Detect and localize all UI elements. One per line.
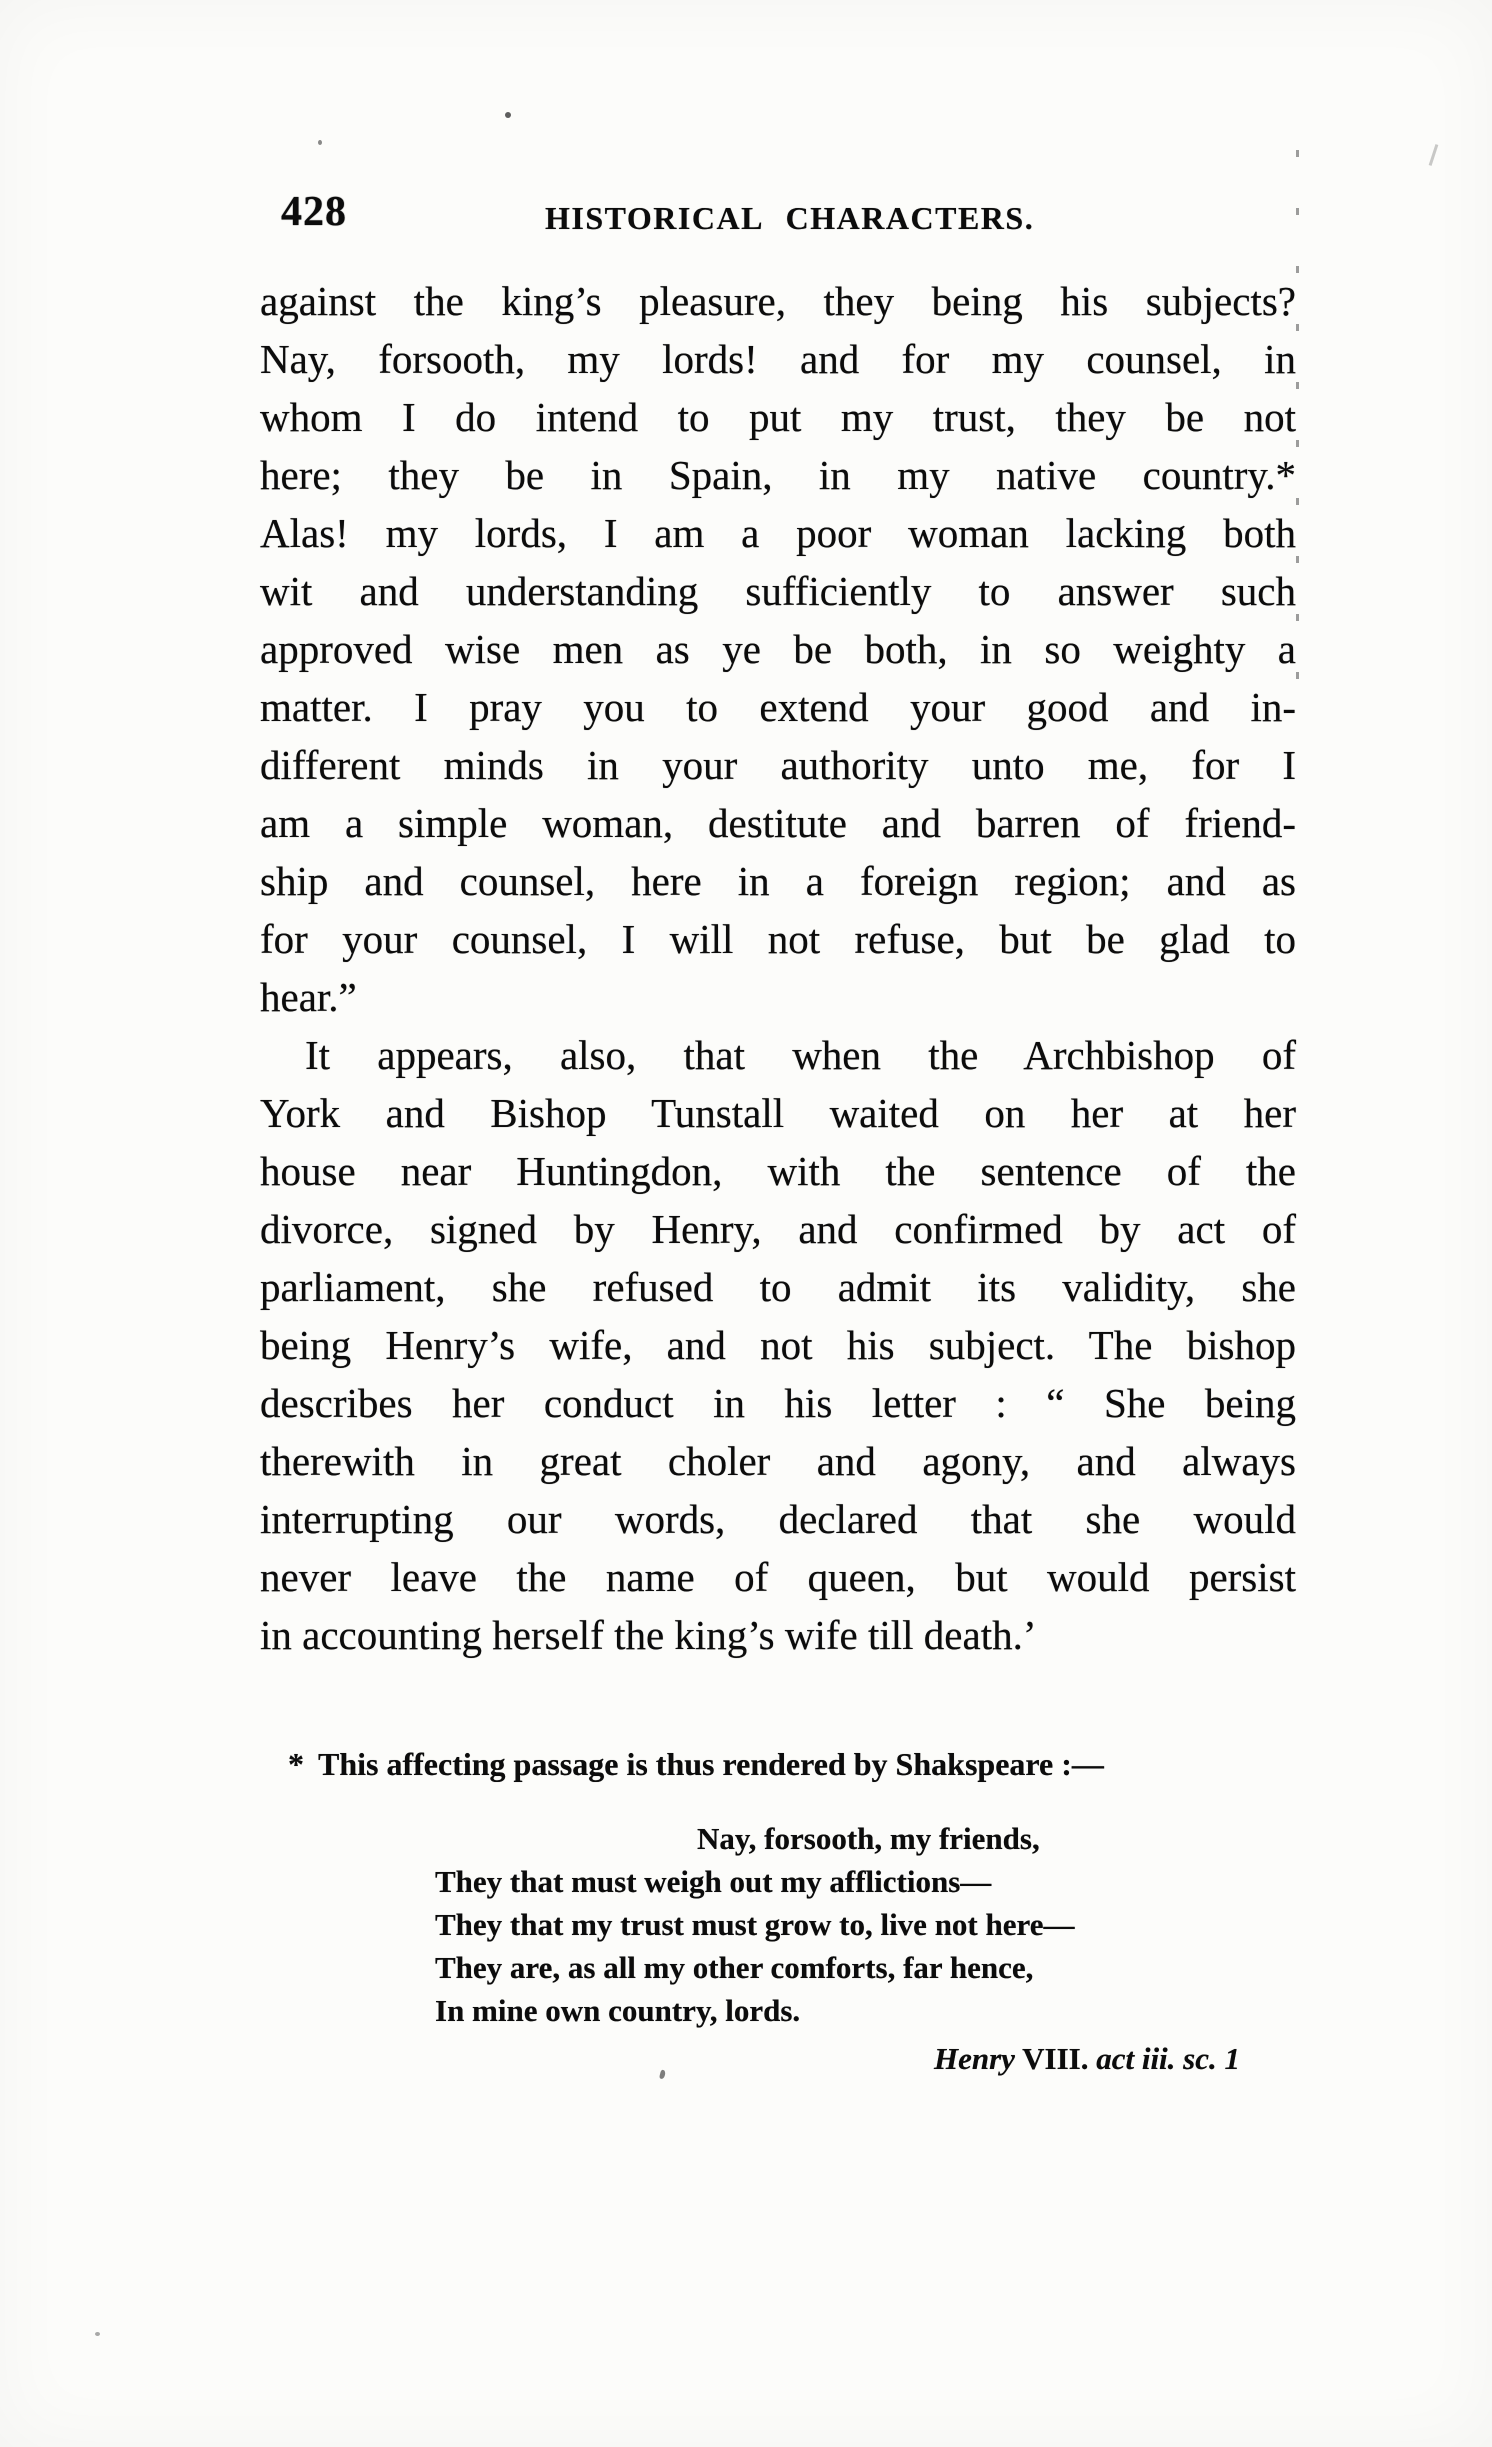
body-line: Alas! my lords, I am a poor woman lacking both (260, 510, 1296, 556)
body-line: describes her conduct in his letter : “ She being (260, 1380, 1296, 1426)
body-line: interrupting our words, declared that she would (260, 1496, 1296, 1542)
attribution-act-scene: act iii. sc. 1 (1096, 2041, 1240, 2076)
body-line: in accounting herself the king’s wife till death.’ (260, 1612, 1037, 1658)
scan-artifact-speck (505, 112, 511, 118)
body-line: different minds in your authority unto me, for I (260, 742, 1296, 788)
body-line: Nay, forsooth, my lords! and for my counsel, in (260, 336, 1296, 382)
body-line: ship and counsel, here in a foreign region; and as (260, 858, 1296, 904)
scan-artifact-speck (318, 140, 322, 145)
body-text-block (260, 272, 1296, 1664)
running-header-title: HISTORICAL CHARACTERS. (545, 200, 1035, 236)
body-line: therewith in great choler and agony, and always (260, 1438, 1296, 1484)
body-line: approved wise men as ye be both, in so weighty a (260, 626, 1296, 672)
scan-artifact-right-edge (1296, 150, 1299, 690)
body-line: am a simple woman, destitute and barren of friend- (260, 800, 1296, 846)
footnote-block (260, 1742, 1296, 2081)
verse-line: They that must weigh out my afflictions— (435, 1864, 992, 1899)
footnote-attribution (260, 2036, 1296, 2081)
verse-line: They are, as all my other comforts, far hence, (435, 1950, 1034, 1985)
body-line: divorce, signed by Henry, and confirmed by act of (260, 1206, 1296, 1252)
body-line: wit and understanding sufficiently to answer such (260, 568, 1296, 614)
attribution-work-name: Henry (933, 2041, 1015, 2076)
body-line: matter. I pray you to extend your good and in- (260, 684, 1296, 730)
footnote-intro-text: This affecting passage is thus rendered by Shakspeare :— (318, 1746, 1104, 1782)
body-line: against the king’s pleasure, they being his subjects? (260, 278, 1296, 324)
body-line: It appears, also, that when the Archbishop of (305, 1032, 1296, 1078)
verse-line: They that my trust must grow to, live not here— (435, 1907, 1075, 1942)
body-line: never leave the name of queen, but would persist (260, 1554, 1296, 1600)
body-line: York and Bishop Tunstall waited on her at her (260, 1090, 1296, 1136)
body-line: being Henry’s wife, and not his subject. The bishop (260, 1322, 1296, 1368)
body-line: house near Huntingdon, with the sentence of the (260, 1148, 1296, 1194)
page-number: 428 (281, 189, 347, 235)
scan-artifact-speck (1429, 144, 1439, 166)
verse-line: Nay, forsooth, my friends, (697, 1821, 1040, 1856)
footnote-asterisk-marker: * (288, 1746, 304, 1782)
footnote-intro-line (260, 1742, 1296, 1787)
verse-line: In mine own country, lords. (435, 1993, 801, 2028)
body-line: hear.” (260, 974, 357, 1020)
scan-artifact-speck (95, 2332, 100, 2336)
body-line: for your counsel, I will not refuse, but be glad to (260, 916, 1296, 962)
attribution-work-number: VIII. (1014, 2041, 1097, 2076)
body-line: whom I do intend to put my trust, they be not (260, 394, 1296, 440)
body-line: here; they be in Spain, in my native country.* (260, 452, 1296, 498)
body-line: parliament, she refused to admit its validity, she (260, 1264, 1296, 1310)
footnote-verse-block (435, 1817, 1296, 2032)
